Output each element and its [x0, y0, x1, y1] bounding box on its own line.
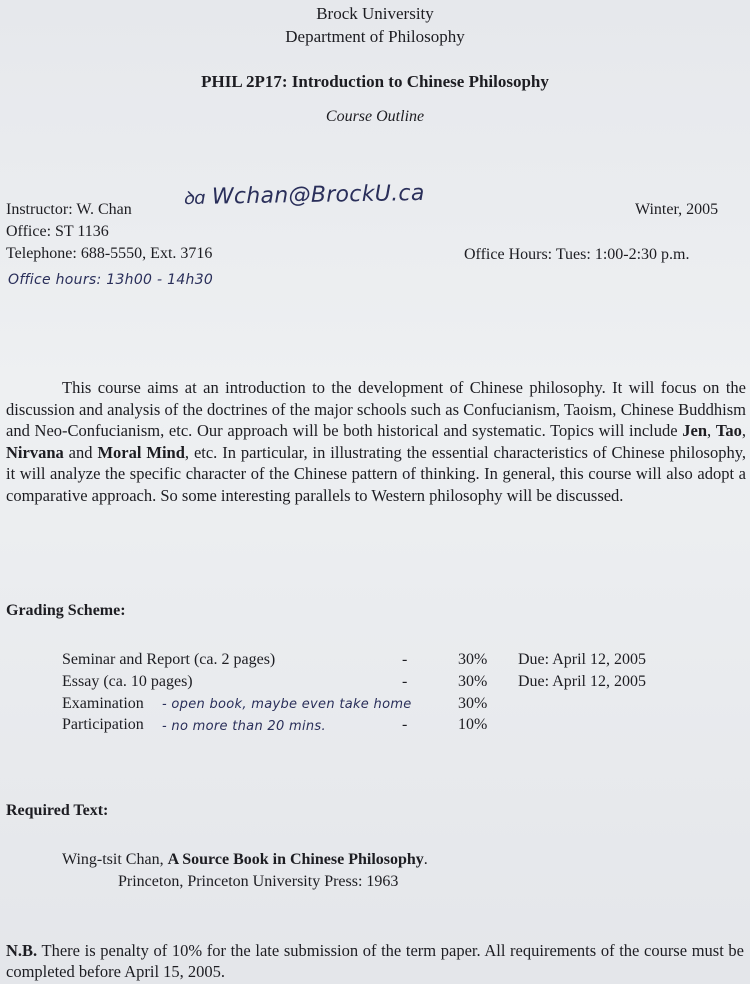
term-moral-mind: Moral Mind	[97, 442, 185, 462]
grading-percent: 30%	[458, 695, 488, 712]
grading-item: Participation	[62, 716, 144, 733]
grading-due-date: Due: April 12, 2005	[518, 651, 646, 668]
grading-item: Examination	[62, 695, 144, 712]
note-label: N.B.	[6, 941, 38, 960]
term-nirvana: Nirvana	[6, 442, 64, 462]
grading-dash: -	[402, 651, 408, 668]
handwritten-note: - open book, maybe even take home	[162, 697, 412, 712]
grading-due-date: Due: April 12, 2005	[518, 673, 646, 690]
term-jen: Jen	[682, 421, 708, 440]
telephone-number: Telephone: 688-5550, Ext. 3716	[6, 245, 213, 262]
grading-dash: -	[402, 673, 408, 690]
instructor-name: Instructor: W. Chan	[6, 201, 132, 218]
grading-dash: -	[402, 716, 408, 733]
handwritten-office-hours: Office hours: 13h00 - 14h30	[8, 272, 214, 288]
grading-heading: Grading Scheme:	[6, 602, 126, 619]
description-text-2: , etc. In particular, in illustrating the essential characteristics of Chinese philosophy, it will analyze the specific character of the Chinese pattern of thinking. In general, this course will also adopt a comparative approach. So some interesting parallels to Western philosophy will be discussed.	[6, 442, 747, 505]
office-hours: Office Hours: Tues: 1:00-2:30 p.m.	[464, 246, 690, 263]
period: .	[423, 851, 428, 868]
document-subtitle: Course Outline	[325, 108, 425, 125]
course-title: PHIL 2P17: Introduction to Chinese Philosophy	[201, 72, 549, 91]
grading-row	[62, 673, 702, 695]
description-text-1: This course aims at an introduction to the development of Chinese philosophy. It will focus on the discussion and analysis of the doctrines of the major schools such as Confucianism, Taoism, Chinese Buddhism and Neo-Confucianism, etc. Our approach will be both historical and systematic. Topics will include	[6, 378, 746, 440]
handwritten-email-text: Wchan@BrockU.ca	[211, 180, 425, 210]
separator: and	[63, 442, 98, 462]
required-text-heading: Required Text:	[6, 802, 109, 819]
grading-item: Seminar and Report (ca. 2 pages)	[62, 651, 276, 668]
department-name: Department of Philosophy	[285, 27, 465, 46]
grading-item: Essay (ca. 10 pages)	[62, 673, 193, 690]
office-location: Office: ST 1136	[6, 223, 109, 240]
term-label: Winter, 2005	[635, 201, 719, 218]
note-text: There is penalty of 10% for the late submission of the term paper. All requirements of the course must be completed before April 15, 2005.	[6, 941, 744, 981]
handwritten-note: - no more than 20 mins.	[162, 719, 326, 734]
grading-percent: 30%	[458, 673, 488, 690]
separator: ,	[741, 421, 746, 440]
scribble-mark: ꝺɑ	[182, 187, 207, 210]
handwritten-email	[183, 181, 425, 210]
term-tao: Tao	[715, 421, 742, 440]
grading-row	[62, 716, 702, 738]
required-text-citation	[62, 851, 428, 869]
university-name: Brock University	[316, 4, 434, 23]
course-description	[6, 377, 746, 506]
grading-row	[62, 651, 702, 673]
grading-row	[62, 695, 702, 717]
grading-percent: 30%	[458, 651, 488, 668]
separator: ,	[707, 421, 716, 440]
book-title: A Source Book in Chinese Philosophy	[167, 851, 424, 868]
late-submission-note	[6, 940, 744, 982]
book-author: Wing-tsit Chan,	[62, 851, 168, 868]
grading-percent: 10%	[458, 716, 488, 733]
book-publisher: Princeton, Princeton University Press: 1963	[118, 873, 399, 890]
